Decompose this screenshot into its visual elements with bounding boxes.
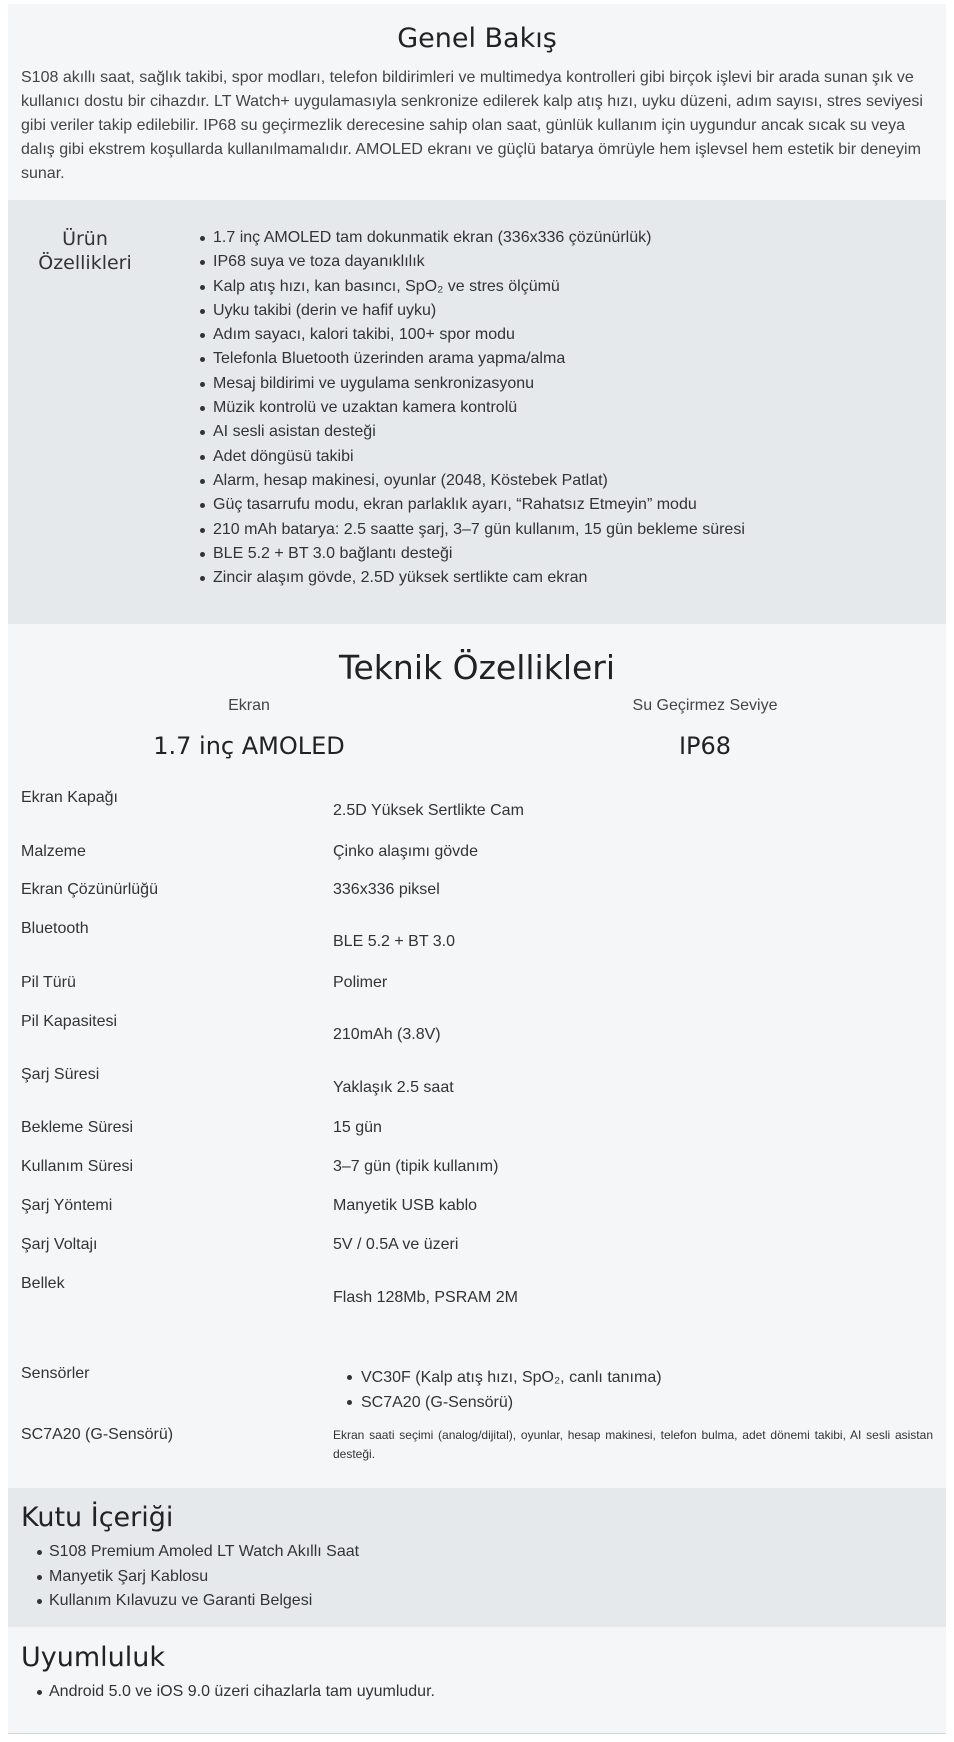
spec-value: Manyetik USB kablo <box>333 1197 478 1214</box>
feature-item: Uyku takibi (derin ve hafif uyku) <box>198 299 745 323</box>
feature-item: 1.7 inç AMOLED tam dokunmatik ekran (336x336 çözünürlük) <box>198 226 745 250</box>
spec-row <box>21 920 933 974</box>
overview-title: Genel Bakış <box>397 23 557 54</box>
feature-item: BLE 5.2 + BT 3.0 bağlantı desteği <box>198 542 745 566</box>
highlight-waterproof <box>477 695 933 761</box>
compat-list <box>21 1680 933 1705</box>
compatibility-section <box>8 1627 946 1705</box>
spec-key: Pil Kapasitesi <box>21 1013 118 1030</box>
feature-item: Adım sayacı, kalori takibi, 100+ spor modu <box>198 323 745 347</box>
sensor-list <box>333 1365 933 1415</box>
spec-key: Bekleme Süresi <box>21 1119 134 1136</box>
spec-row <box>21 1119 933 1158</box>
spec-key: Bluetooth <box>21 920 89 937</box>
spec-value: Flash 128Mb, PSRAM 2M <box>333 1289 518 1306</box>
box-list <box>21 1540 933 1614</box>
spec-key: Sensörler <box>21 1365 90 1382</box>
feature-item: Telefonla Bluetooth üzerinden arama yapma/alma <box>198 347 745 371</box>
feature-item: Mesaj bildirimi ve uygulama senkronizasyonu <box>198 372 745 396</box>
spec-row <box>21 1066 933 1119</box>
overview-section <box>8 4 946 200</box>
highlight-value: IP68 <box>678 732 732 760</box>
spec-key: Kullanım Süresi <box>21 1158 134 1175</box>
spec-value: Yaklaşık 2.5 saat <box>333 1079 454 1096</box>
spec-row <box>21 1013 933 1066</box>
features-label-line1: Ürün <box>62 228 108 250</box>
spec-key: Bellek <box>21 1275 65 1292</box>
highlight-label: Ekran <box>228 697 270 714</box>
box-item: S108 Premium Amoled LT Watch Akıllı Saat <box>35 1540 933 1565</box>
box-item: Manyetik Şarj Kablosu <box>35 1565 933 1590</box>
compat-title: Uyumluluk <box>21 1642 166 1673</box>
highlight-label: Su Geçirmez Seviye <box>632 697 778 714</box>
spec-value-sensors <box>333 1365 933 1426</box>
spec-value: Ekran saati seçimi (analog/dijital), oyunlar, hesap makinesi, telefon bulma, adet dönemi takibi, AI sesli asistan desteği. <box>333 1428 933 1461</box>
feature-item: Adet döngüsü takibi <box>198 445 745 469</box>
spec-value: BLE 5.2 + BT 3.0 <box>333 933 456 950</box>
spec-value: 2.5D Yüksek Sertlikte Cam <box>333 802 524 819</box>
highlight-value: 1.7 inç AMOLED <box>153 732 345 760</box>
features-section <box>8 200 946 624</box>
feature-item: Güç tasarrufu modu, ekran parlaklık ayarı, “Rahatsız Etmeyin” modu <box>198 493 745 517</box>
tech-highlights <box>21 695 933 761</box>
spec-value: Çinko alaşımı gövde <box>333 843 478 860</box>
feature-item: 210 mAh batarya: 2.5 saatte şarj, 3–7 gün kullanım, 15 gün bekleme süresi <box>198 518 745 542</box>
spec-key: Şarj Süresi <box>21 1066 100 1083</box>
spec-row <box>21 1236 933 1275</box>
box-title: Kutu İçeriği <box>21 1502 174 1533</box>
feature-item: Zincir alaşım gövde, 2.5D yüksek sertlikte cam ekran <box>198 566 745 590</box>
spec-value: 15 gün <box>333 1119 382 1136</box>
spec-row <box>21 789 933 843</box>
box-item: Kullanım Kılavuzu ve Garanti Belgesi <box>35 1589 933 1614</box>
spec-key: Ekran Kapağı <box>21 789 118 806</box>
spec-value: Polimer <box>333 974 388 991</box>
spec-row <box>21 974 933 1013</box>
spec-value: 5V / 0.5A ve üzeri <box>333 1236 459 1253</box>
feature-item: Kalp atış hızı, kan basıncı, SpO₂ ve stres ölçümü <box>198 275 745 299</box>
box-contents-section <box>8 1488 946 1627</box>
spec-key: Şarj Yöntemi <box>21 1197 113 1214</box>
feature-item: Alarm, hesap makinesi, oyunlar (2048, Köstebek Patlat) <box>198 469 745 493</box>
spec-row <box>21 1275 933 1365</box>
spec-key: Pil Türü <box>21 974 76 991</box>
spec-key: Ekran Çözünürlüğü <box>21 881 158 898</box>
product-page <box>8 4 946 1734</box>
features-list <box>148 226 745 598</box>
spec-row <box>21 1426 933 1471</box>
highlight-screen <box>21 695 477 761</box>
spec-table <box>21 789 933 1471</box>
spec-key: Şarj Voltajı <box>21 1236 98 1253</box>
tech-section <box>8 624 946 1471</box>
sensor-item: SC7A20 (G-Sensörü) <box>345 1390 933 1415</box>
sensor-item: VC30F (Kalp atış hızı, SpO₂, canlı tanıma) <box>345 1365 933 1390</box>
spec-value: 3–7 gün (tipik kullanım) <box>333 1158 499 1175</box>
features-label-line2: Özellikleri <box>38 252 132 274</box>
compat-item: Android 5.0 ve iOS 9.0 üzeri cihazlarla tam uyumludur. <box>35 1680 933 1705</box>
features-label <box>8 226 148 598</box>
spec-key: SC7A20 (G-Sensörü) <box>21 1426 174 1443</box>
spec-key: Malzeme <box>21 843 86 860</box>
spec-row <box>21 881 933 920</box>
spec-row <box>21 1158 933 1197</box>
feature-item: AI sesli asistan desteği <box>198 420 745 444</box>
overview-text: S108 akıllı saat, sağlık takibi, spor modları, telefon bildirimleri ve multimedya kontrolleri gibi birçok işlevi bir arada sunan şık ve kullanıcı dostu bir cihazdır. LT Watch+ uygulamasıyla senkronize edilerek kalp atış hızı, uyku düzeni, adım sayısı, stres seviyesi gibi veriler takip edilebilir. IP68 su geçirmezlik derecesine sahip olan saat, günlük kullanım için uygundur ancak sıcak su veya dalış gibi ekstrem koşullarda kullanılmamalıdır. AMOLED ekranı ve güçlü batarya ömrüyle hem işlevsel hem estetik bir deneyim sunar. <box>21 69 923 182</box>
spec-value: 336x336 piksel <box>333 881 440 898</box>
spec-row <box>21 1197 933 1236</box>
spec-value: 210mAh (3.8V) <box>333 1026 441 1043</box>
feature-item: IP68 suya ve toza dayanıklılık <box>198 250 745 274</box>
spec-row-sensors <box>21 1365 933 1426</box>
feature-item: Müzik kontrolü ve uzaktan kamera kontrolü <box>198 396 745 420</box>
spec-row <box>21 843 933 881</box>
tech-title: Teknik Özellikleri <box>338 648 616 687</box>
